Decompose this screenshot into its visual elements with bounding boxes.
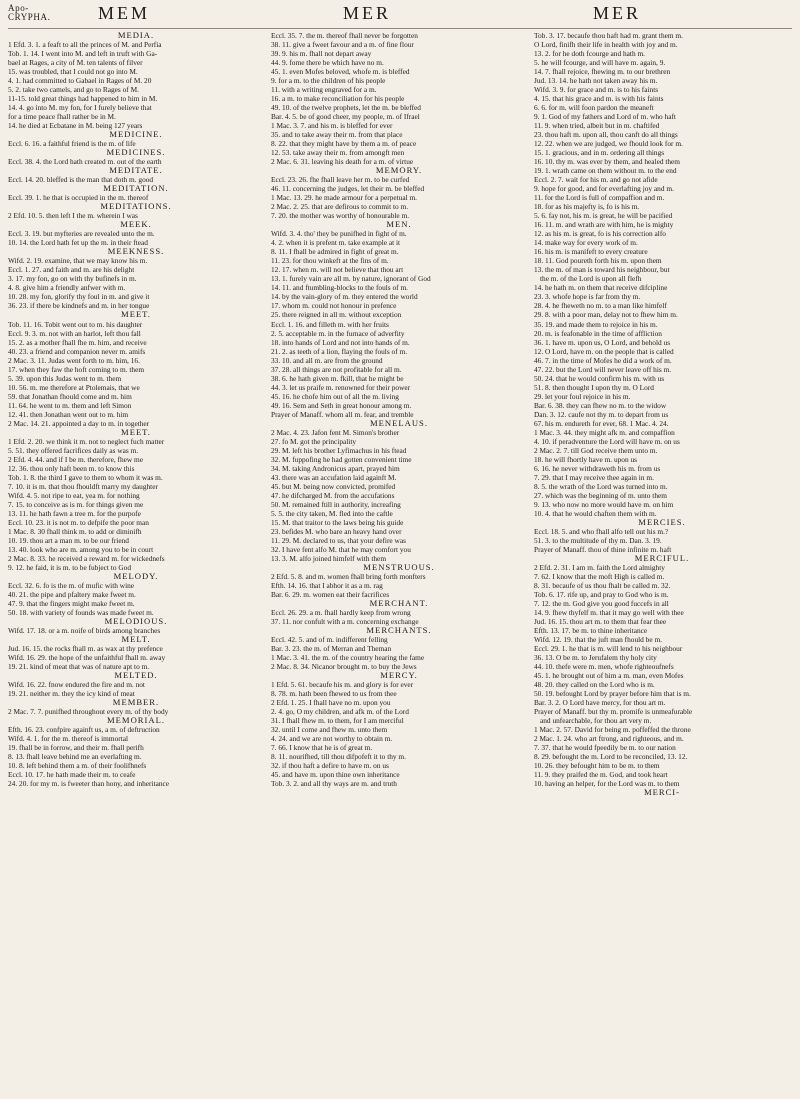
concordance-entry: Eccl. 38. 4. the Lord hath created m. out of the earth xyxy=(8,157,162,167)
concordance-entry: Eccl. 23. 26. fhe fhall leave her m. to be curfed xyxy=(271,175,410,185)
concordance-entry: 10. 14. the Lord hath fet up the m. in their ftead xyxy=(8,238,148,248)
concordance-entry: Jud. 16. 15. thou art m. to them that fear thee xyxy=(534,617,667,627)
concordance-entry: 16. 10. thy m. was ever by them, and healed them xyxy=(534,157,681,167)
concordance-entry: 49. 10. of the twelve prophets, let the m. be bleffed xyxy=(271,103,421,113)
concordance-entry: 2 Mac. 14. 21. appointed a day to m. in together xyxy=(8,418,150,428)
concordance-heading: MEEKNESS. xyxy=(107,247,165,257)
concordance-entry: 12. O Lord, have m. on the people that is called xyxy=(534,346,674,356)
concordance-entry: 50. 19. befought Lord by prayer before him that is m. xyxy=(534,689,691,699)
running-head-corner xyxy=(8,4,50,22)
concordance-entry: 1 Mac. 3. 7. and his m. is bleffed for ever xyxy=(271,121,393,131)
concordance-entry: 10. 19. thou art a man m. to be our friend xyxy=(8,535,129,545)
concordance-entry: 3. 17. my fon, go on with thy bufinefs in m. xyxy=(8,274,137,284)
text-column-3 xyxy=(534,31,790,797)
concordance-entry: 11. 9. when tried, albeit but in m. chaftifed xyxy=(534,121,660,131)
concordance-entry: 19. 1. wrath came on them without m. to the end xyxy=(534,166,677,176)
concordance-entry: 15. M. that traitor to the laws being his guide xyxy=(271,517,404,527)
concordance-entry: 14. 4. go into M. my fon, for I furely believe that xyxy=(8,103,152,113)
concordance-entry: 10. 8. left behind them a m. of their foolifhnefs xyxy=(8,761,147,771)
concordance-entry: 32. I have fent alfo M. that he may comfort you xyxy=(271,544,411,554)
concordance-entry: 4. 15. that his grace and m. is with his faints xyxy=(534,94,664,104)
concordance-entry: 29. 8. with a poor man, delay not to fhew him m. xyxy=(534,310,678,320)
concordance-entry: 11. with a writing engraved for a m. xyxy=(271,85,377,95)
concordance-heading: MELT. xyxy=(121,635,151,645)
concordance-entry: 45. 1. he brought out of him a m. man, even Mofes xyxy=(534,671,684,681)
concordance-entry: 13. the m. of man is toward his neighbour, but xyxy=(534,265,670,275)
concordance-entry: Eccl. 18. 5. and who fhall alfo tell out his m.? xyxy=(534,526,669,536)
concordance-entry: 2. 5. acceptable m. in the furnace of adverfity xyxy=(271,328,405,338)
concordance-entry: 4. 8. give him a friendly anfwer with m. xyxy=(8,283,126,293)
concordance-entry: 32. M. fuppofing he had gotten convenient time xyxy=(271,454,412,464)
concordance-entry: Wifd. 12. 19. that the juft man fhould be m. xyxy=(534,635,662,645)
concordance-entry: 8. 22. that they might have by them a m. of peace xyxy=(271,139,417,149)
concordance-entry: 10. 28. my fon, glorify thy foul in m. and give it xyxy=(8,292,150,302)
concordance-entry: Bar. 3. 2. O Lord have mercy, for thou art m. xyxy=(534,698,666,708)
concordance-entry: 7. 62. I know that the moft High is called m. xyxy=(534,571,665,581)
concordance-entry: Efth. 16. 23. confpire againft us, a m. of deftruction xyxy=(8,725,160,735)
concordance-entry: Bar. 6. 29. m. women eat their facrifices xyxy=(271,589,390,599)
concordance-entry: 33. 10. and all m. are from the ground xyxy=(271,355,383,365)
concordance-entry: 7. 15. to conceive as is m. for things given me xyxy=(8,499,144,509)
concordance-entry: 45. but M. being now convicted, promifed xyxy=(271,481,396,491)
concordance-entry: 17. whom m. could not honour in prefence xyxy=(271,301,397,311)
concordance-heading: MELODY. xyxy=(113,571,159,581)
concordance-entry: Efth. 13. 17. be m. to thine inheritance xyxy=(534,626,648,636)
concordance-entry: 1 Mac. 8. 30 fhall think m. to add or diminifh xyxy=(8,526,142,536)
concordance-entry: Eccl. 6. 16. a faithful friend is the m. of life xyxy=(8,139,136,149)
concordance-entry: Tob. 6. 17. rife up, and pray to God who is m. xyxy=(534,589,669,599)
concordance-entry: 8. 11. nourifhed, till thou difpofeft it to thy m. xyxy=(271,752,406,762)
concordance-entry: 39. 9. his m. fhall not depart away xyxy=(271,49,372,59)
concordance-entry: Bar. 4. 5. be of good cheer, my people, m. of Ifrael xyxy=(271,112,420,122)
concordance-entry: Prayer of Manaff. but thy m. promife is unmeafurable xyxy=(534,707,693,717)
concordance-heading: MEEK. xyxy=(120,220,152,230)
concordance-entry: 7. 37. that he would fpeedily be m. to our nation xyxy=(534,743,676,753)
concordance-entry: Dan. 3. 12. caufe not thy m. to depart from us xyxy=(534,409,669,419)
concordance-entry: 1 Mac. 13. 29. he made armour for a perpetual m. xyxy=(271,193,418,203)
concordance-entry: 14. by the vain-glory of m. they entered the world xyxy=(271,292,418,302)
concordance-entry: 51. 3. to the multitude of thy m. Dan. 3. 19. xyxy=(534,535,662,545)
concordance-entry: 1 Mac. 3. 41. the m. of the country hearing the fame xyxy=(271,653,425,663)
concordance-entry: 4. 2. when it is prefent m. take example at it xyxy=(271,238,401,248)
concordance-entry: Eccl. 35. 7. the m. thereof fhall never be forgotten xyxy=(271,31,418,40)
concordance-entry: 13. 1. furely vain are all m. by nature, ignorant of God xyxy=(271,274,431,284)
concordance-entry: Prayer of Manaff. thou of thine infinite m. haft xyxy=(534,544,672,554)
concordance-entry: 6. 6. for m. will foon pardon the meaneft xyxy=(534,103,654,113)
concordance-entry: 7. 29. that I may receive thee again in m. xyxy=(534,472,654,482)
concordance-heading: MERCI- xyxy=(643,788,681,798)
concordance-entry: 44. 9. fome there be which have no m. xyxy=(271,58,384,68)
concordance-entry: 12. as his m. is great, fo is his correction alfo xyxy=(534,229,666,239)
concordance-entry: 14. he hath m. on them that receive difcipline xyxy=(534,283,668,293)
concordance-entry: 14. 11. and ftumbling-blocks to the fouls of m. xyxy=(271,283,408,293)
concordance-heading: MEDITATION. xyxy=(103,184,169,194)
concordance-entry: Eccl. 9. 3. m. not with an harlot, left thou fall xyxy=(8,328,141,338)
concordance-entry: 2 Mac. 6. 31. leaving his death for a m. of virtue xyxy=(271,157,414,167)
text-column-1 xyxy=(8,31,264,797)
concordance-entry: 4. 1. had committed to Gabael in Rages of M. 20 xyxy=(8,76,152,86)
concordance-entry: 18. he will fhortly have m. upon us xyxy=(534,454,638,464)
concordance-entry: 10. 4. that he would chaften them with m. xyxy=(534,508,657,518)
concordance-entry: 50. M. remained ftill in authority, increafing xyxy=(271,499,401,509)
concordance-entry: 5. 5. the city taken, M. fled into the caftle xyxy=(271,508,393,518)
concordance-entry: Eccl. 42. 5. and of m. indifferent felling xyxy=(271,635,388,645)
concordance-entry: 9. 13. who now no more would have m. on him xyxy=(534,499,674,509)
concordance-entry: Wifd. 2. 19. examine, that we may know his m. xyxy=(8,256,148,266)
concordance-entry: Eccl. 29. 1. he that is m. will lend to his neighbour xyxy=(534,644,683,654)
concordance-entry: 35. 19. and made them to rejoice in his m. xyxy=(534,319,658,329)
concordance-entry: 14. make way for every work of m. xyxy=(534,238,638,248)
concordance-entry: 48. 20. they called on the Lord who is m. xyxy=(534,680,655,690)
concordance-entry: Eccl. 32. 6. fo is the m. of mufic with wine xyxy=(8,580,135,590)
concordance-heading: MEMORIAL. xyxy=(107,716,165,726)
concordance-heading: MERCY. xyxy=(380,671,418,681)
concordance-entry: Wifd. 3. 9. for grace and m. is to his faints xyxy=(534,85,659,95)
concordance-entry: 12. 17. when m. will not believe that thou art xyxy=(271,265,404,275)
concordance-heading: MERCIES. xyxy=(638,517,686,527)
concordance-entry: 36. 23. if there be kindnefs and m. in her tongue xyxy=(8,301,150,311)
concordance-heading: MEDITATE. xyxy=(109,166,163,176)
concordance-entry: 11. for the Lord is full of compaffion and m. xyxy=(534,193,665,203)
concordance-entry: Tob. 3. 2. and all thy ways are m. and truth xyxy=(271,779,397,789)
concordance-entry: 14. 7. fhall rejoice, fhewing m. to our brethren xyxy=(534,67,671,77)
concordance-entry: 8. 5. the wrath of the Lord was turned into m. xyxy=(534,481,668,491)
concordance-entry: Eccl. 3. 19. but myfteries are revealed unto the m. xyxy=(8,229,155,239)
concordance-entry: 7. 10. it is m. that thou fhouldft marry my daughter xyxy=(8,481,158,491)
concordance-entry: Wifd. 17. 18. or a m. noife of birds among branches xyxy=(8,626,161,636)
concordance-entry: 2 Mac. 2. 7. till God receive them unto m. xyxy=(534,445,658,455)
concordance-entry: Eccl. 10. 23. it is not m. to defpife the poor man xyxy=(8,517,149,527)
concordance-entry: 45. and have m. upon thine own inheritance xyxy=(271,770,400,780)
concordance-entry: 17. when they faw the hoft coming to m. them xyxy=(8,364,145,374)
concordance-entry: 24. 20. for my m. is fweeter than hony, and inheritance xyxy=(8,779,170,789)
concordance-entry: 8. 11. I fhall be admired in fight of great m. xyxy=(271,247,399,257)
concordance-entry: 29. let your foul rejoice in his m. xyxy=(534,391,631,401)
concordance-entry: 5. 39. upon this Judas went to m. them xyxy=(8,373,122,383)
concordance-entry: 28. 4. he fheweth no m. to a man like himfelf xyxy=(534,301,667,311)
concordance-entry: 16. 11. m. and wrath are with him, he is mighty xyxy=(534,220,674,230)
concordance-entry: 27. which was the beginning of m. unto them xyxy=(534,490,667,500)
concordance-entry: 23. thou haft m. upon all, thou canft do all things xyxy=(534,130,678,140)
concordance-entry: 11. 64. he went to m. them and left Simon xyxy=(8,400,132,410)
concordance-entry: 2 Mac. 2. 25. that are defirous to commit to m. xyxy=(271,202,409,212)
concordance-entry: 13. 2. for he doth fcourge and hath m. xyxy=(534,49,646,59)
concordance-heading: MELODIOUS. xyxy=(104,617,168,627)
concordance-entry: 18. into hands of Lord and not into hands of m. xyxy=(271,337,410,347)
concordance-entry: Tob. 1. 14. I went into M. and left in truft with Ga- xyxy=(8,49,158,59)
concordance-heading: MENELAUS. xyxy=(370,418,428,428)
concordance-entry: 37. 28. all things are not profitable for all m. xyxy=(271,364,402,374)
concordance-entry: 7. 20. the mother was worthy of honourable m. xyxy=(271,211,410,221)
concordance-entry: 27. fo M. got the principality xyxy=(271,436,357,446)
concordance-entry: 10. 26. they befought him to be m. to them xyxy=(534,761,660,771)
concordance-entry: 20. m. is feafonable in the time of affliction xyxy=(534,328,662,338)
concordance-entry: 38. 6. he hath given m. fkill, that he might be xyxy=(271,373,404,383)
concordance-entry: 34. M. taking Andronicus apart, prayed him xyxy=(271,463,400,473)
concordance-entry: 14. he died at Ecbatane in M. being 127 years xyxy=(8,121,143,131)
concordance-entry: 15. 2. as a mother fhall fhe m. him, and receive xyxy=(8,337,147,347)
concordance-entry: 45. 1. even Mofes beloved, whofe m. is bleffed xyxy=(271,67,410,77)
concordance-entry: 25. there reigned in all m. without exception xyxy=(271,310,402,320)
concordance-entry: 59. that Jonathan fhould come and m. him xyxy=(8,391,132,401)
concordance-entry: 46. 7. in the time of Mofes he did a work of m. xyxy=(534,355,672,365)
concordance-entry: 19. fhall be in forrow, and their m. fhall perifh xyxy=(8,743,144,753)
concordance-heading: MEDICINE. xyxy=(109,130,163,140)
concordance-entry: Bar. 6. 38. they can fhew no m. to the widow xyxy=(534,400,667,410)
text-column-2 xyxy=(271,31,527,797)
concordance-entry: Wifd. 16. 29. the hope of the unfaithful fhall m. away xyxy=(8,653,166,663)
concordance-entry: the m. of the Lord is upon all flefh xyxy=(540,274,642,284)
concordance-entry: 2 Efd. 4. 44. and if I be m. therefore, fhew me xyxy=(8,454,143,464)
concordance-entry: 9. 12. he faid, it is m. to be fubject to God xyxy=(8,562,131,572)
column-3-title: MER xyxy=(593,3,642,23)
concordance-entry: 9. 1. God of my fathers and Lord of m. who haft xyxy=(534,112,676,122)
concordance-entry: 29. M. left his brother Lyfimachus in his ftead xyxy=(271,445,407,455)
concordance-heading: MERCIFUL. xyxy=(634,553,690,563)
concordance-entry: 2 Efd. 5. 8. and m. women fhall bring forth monfters xyxy=(271,571,426,581)
concordance-entry: 47. 22. but the Lord will never leave off his m. xyxy=(534,364,672,374)
concordance-entry: Eccl. 1. 16. and filleth m. with her fruits xyxy=(271,319,389,329)
concordance-entry: 12. 22. when we are judged, we fhould look for m. xyxy=(534,139,683,149)
concordance-entry: 16. a m. to make reconciliation for his people xyxy=(271,94,405,104)
concordance-entry: 44. 10. thefe were m. men, whofe righteoufnefs xyxy=(534,662,674,672)
concordance-entry: 10. having an helper, for the Lord was m. to them xyxy=(534,779,680,789)
concordance-entry: Prayer of Manaff. whom all m. fear, and tremble xyxy=(271,409,414,419)
concordance-entry: 8. 78. m. hath been fhewed to us from thee xyxy=(271,689,397,699)
concordance-entry: 50. 24. that he would confirm his m. with us xyxy=(534,373,665,383)
concordance-entry: 43. there was an accufation laid againft M. xyxy=(271,472,397,482)
concordance-entry: and unfearchable, for thou art very m. xyxy=(540,716,652,726)
concordance-entry: Wifd. 4. 5. not ripe to eat, yea m. for nothing xyxy=(8,490,140,500)
concordance-entry: 2 Efd. 2. 31. I am m. faith the Lord almighty xyxy=(534,562,665,572)
concordance-heading: MERCHANTS. xyxy=(366,626,432,636)
concordance-entry: 67. his m. endureth for ever, 68. 1 Mac. 4. 24. xyxy=(534,418,669,428)
concordance-entry: 35. and to take away their m. from that place xyxy=(271,130,403,140)
concordance-entry: 5. 2. take two camels, and go to Rages of M. xyxy=(8,85,139,95)
concordance-heading: MELTED. xyxy=(114,671,158,681)
concordance-entry: 13. 3. M. alfo joined himfelf with them xyxy=(271,553,387,563)
concordance-entry: 13. 40. look who are m. among you to be in court xyxy=(8,544,154,554)
concordance-entry: 19. 21. neither m. they the icy kind of meat xyxy=(8,689,135,699)
concordance-entry: 38. 11. give a fweet favour and a m. of fine flour xyxy=(271,40,414,50)
concordance-entry: 45. 16. he chofe him out of all the m. living xyxy=(271,391,399,401)
concordance-entry: Efth. 14. 16. that I abhor it as a m. rag xyxy=(271,580,383,590)
concordance-entry: Jud. 13. 14. he hath not taken away his m. xyxy=(534,76,658,86)
concordance-entry: 2 Efd. 10. 5. then left I the m. wherein I was xyxy=(8,211,138,221)
concordance-entry: 2. 4. go, O my children, and afk m. of the Lord xyxy=(271,707,409,717)
concordance-entry: 2 Mac. 8. 34. Nicanor brought m. to buy the Jews xyxy=(271,662,417,672)
concordance-entry: 10. 56. m. me therefore at Ptolemais, that we xyxy=(8,382,140,392)
concordance-entry: Tob. 3. 17. becaufe thou haft had m. grant them m. xyxy=(534,31,683,40)
concordance-entry: 2 Mac. 8. 33. he received a reward m. for wickednefs xyxy=(8,553,165,563)
concordance-entry: O Lord, finifh their life in health with joy and m. xyxy=(534,40,678,50)
concordance-entry: 7. 66. I know that he is of great m. xyxy=(271,743,373,753)
concordance-entry: Jud. 16. 15. the rocks fhall m. as wax at thy prefence xyxy=(8,644,163,654)
concordance-entry: 51. 8. then thought I upon thy m. O Lord xyxy=(534,382,654,392)
concordance-entry: Wifd. 4. 1. for the m. thereof is immortal xyxy=(8,734,129,744)
concordance-entry: Eccl. 39. 1. he that is occupied in the m. thereof xyxy=(8,193,149,203)
concordance-entry: 36. 1. have m. upon us, O Lord, and behold us xyxy=(534,337,671,347)
concordance-entry: 37. 11. nor confult with a m. concerning exchange xyxy=(271,617,419,627)
concordance-entry: Eccl. 14. 20. bleffed is the man that doth m. good xyxy=(8,175,154,185)
text-columns xyxy=(8,31,792,797)
page-header xyxy=(8,2,792,29)
concordance-entry: 12. 41. then Jonathan went out to m. him xyxy=(8,409,129,419)
concordance-entry: for a time peace fhall rather be in M. xyxy=(8,112,116,122)
concordance-entry: Tob. 1. 8. the third I gave to them to whom it was m. xyxy=(8,472,163,482)
concordance-entry: 8. 29. befought the m. Lord to be reconciled, 13. 12. xyxy=(534,752,688,762)
concordance-heading: MEMORY. xyxy=(375,166,423,176)
concordance-entry: 16. his m. is manifeft to every creature xyxy=(534,247,648,257)
concordance-heading: MENSTRUOUS. xyxy=(363,562,435,572)
concordance-entry: bael at Rages, a city of M. ten talents of filver xyxy=(8,58,143,68)
concordance-heading: MEDITATIONS. xyxy=(100,202,172,212)
concordance-entry: 36. 13. O be m. to Jerufalem thy holy city xyxy=(534,653,657,663)
concordance-entry: 50. 18. with variety of founds was made fweet m. xyxy=(8,608,154,617)
concordance-entry: 14. 9. fhew thyfelf m. that it may go well with thee xyxy=(534,608,684,617)
concordance-entry: 40. 23. a friend and companion never m. amifs xyxy=(8,346,146,356)
concordance-entry: Eccl. 2. 7. wait for his m. and go not afide xyxy=(534,175,658,185)
concordance-entry: 9. hope for good, and for everlafting joy and m. xyxy=(534,184,674,194)
concordance-entry: 31. I fhall fhew m. to them, for I am merciful xyxy=(271,716,404,726)
concordance-entry: Eccl. 26. 29. a m. fhall hardly keep from wrong xyxy=(271,608,411,617)
concordance-entry: 5. he will fcourge, and will have m. again, 9. xyxy=(534,58,666,68)
concordance-heading: MEN. xyxy=(386,220,412,230)
concordance-entry: 21. 2. as teeth of a lion, flaying the fouls of m. xyxy=(271,346,408,356)
concordance-heading: MEDIA. xyxy=(117,31,155,40)
concordance-entry: 32. until I come and fhew m. unto them xyxy=(271,725,388,735)
concordance-entry: Wifd. 3. 4. tho' they be punifhed in fight of m. xyxy=(271,229,407,239)
concordance-entry: 1 Mac. 3. 44. they might afk m. and compaffion xyxy=(534,427,675,437)
corner-bottom: CRYPHA. xyxy=(8,12,51,22)
concordance-entry: 6. 16. he never withdraweth his m. from us xyxy=(534,463,661,473)
concordance-entry: Bar. 3. 23. the m. of Merran and Theman xyxy=(271,644,392,654)
concordance-entry: 1 Efd. 5. 61. becaufe his m. and glory is for ever xyxy=(271,680,414,690)
concordance-entry: 15. 1. gracious, and in m. ordering all things xyxy=(534,148,665,158)
concordance-entry: 11. 29. M. declared to us, that your defire was xyxy=(271,535,406,545)
concordance-entry: 11-15. told great things had happened to him in M. xyxy=(8,94,158,104)
concordance-entry: Wifd. 16. 22. fnow endured the fire and m. not xyxy=(8,680,145,690)
concordance-entry: 46. 11. concerning the judges, let their m. be bleffed xyxy=(271,184,425,194)
concordance-entry: 1 Efd. 2. 20. we think it m. not to neglect fuch matter xyxy=(8,436,165,446)
concordance-entry: Tob. 11. 16. Tobit went out to m. his daughter xyxy=(8,319,143,329)
concordance-entry: 11. 9. they praifed the m. God, and took heart xyxy=(534,770,668,780)
concordance-entry: 2 Mac. 3. 11. Judas went forth to m. him, 16. xyxy=(8,355,140,365)
corner-top: Apo- xyxy=(8,3,29,13)
concordance-entry: 32. if thou haft a defire to have m. on us xyxy=(271,761,389,771)
column-2-title: MER xyxy=(343,3,392,23)
concordance-entry: 4. 10. if peradventure the Lord will have m. on us xyxy=(534,436,680,446)
concordance-entry: 2 Mac. 1. 24. who art ftrong, and righteous, and m. xyxy=(534,734,684,744)
concordance-entry: 9. for a m. to the children of his people xyxy=(271,76,386,86)
concordance-entry: 5. 6. fay not, his m. is great, he will be pacified xyxy=(534,211,673,221)
concordance-entry: 8. 31. becaufe of us thou fhalt be called m. 32. xyxy=(534,580,671,590)
concordance-entry: 7. 12. the m. God give you good fuccefs in all xyxy=(534,598,669,608)
concordance-entry: 15. was troubled, that I could not go into M. xyxy=(8,67,138,77)
concordance-heading: MEET. xyxy=(121,310,151,320)
concordance-entry: 18. for as his majefty is, fo is his m. xyxy=(534,202,640,212)
concordance-heading: MEDICINES. xyxy=(106,148,166,158)
concordance-heading: MERCHANT. xyxy=(369,598,429,608)
concordance-entry: 13. 11. he hath fawn a tree m. for the purpofe xyxy=(8,508,141,518)
concordance-entry: Eccl. 10. 17. he hath made their m. to ceafe xyxy=(8,770,136,780)
concordance-entry: 2 Efd. 1. 25. I fhall have no m. upon you xyxy=(271,698,391,708)
concordance-entry: 23. befides M. who bare an heavy hand over xyxy=(271,526,402,536)
concordance-entry: 19. 21. kind of meat that was of nature apt to m. xyxy=(8,662,150,672)
concordance-entry: 47. 9. that the fingers might make fweet m. xyxy=(8,598,135,608)
concordance-entry: 5. 51. they offered facrifices daily as was m. xyxy=(8,445,139,455)
concordance-heading: MEMBER. xyxy=(112,698,160,708)
concordance-entry: 47. he difcharged M. from the accufations xyxy=(271,490,395,500)
concordance-entry: 8. 13. fhall leave behind me an everlafting m. xyxy=(8,752,142,762)
concordance-entry: 11. 23. for thou winkeft at the fins of m. xyxy=(271,256,389,266)
concordance-entry: Eccl. 1. 27. and faith and m. are his delight xyxy=(8,265,135,275)
concordance-entry: 12. 36. thou only haft been m. to know this xyxy=(8,463,135,473)
column-1-title: MEM xyxy=(98,3,151,23)
concordance-entry: 2 Mac. 7. 7. punifhed throughout every m. of thy body xyxy=(8,707,169,717)
concordance-entry: 44. 3. let us praife m. renowned for their power xyxy=(271,382,411,392)
concordance-entry: 4. 24. and we are not worthy to obtain m. xyxy=(271,734,393,744)
concordance-heading: MEET. xyxy=(121,427,151,437)
concordance-entry: 23. 3. whofe hope is far from thy m. xyxy=(534,292,641,302)
concordance-entry: 40. 21. the pipe and pfaltery make fweet m. xyxy=(8,589,136,599)
concordance-entry: 12. 53. take away their m. from amongft men xyxy=(271,148,405,158)
concordance-entry: 49. 16. Sem and Seth in great honour among m. xyxy=(271,400,412,410)
concordance-entry: 1 Mac. 2. 57. David for being m. poffeffed the throne xyxy=(534,725,691,735)
concordance-entry: 1 Efd. 3. 1. a feaft to all the princes of M. and Perfia xyxy=(8,40,162,50)
concordance-entry: 2 Mac. 4. 23. Jafon fent M. Simon's brother xyxy=(271,427,400,437)
concordance-entry: 18. 11. God poureth forth his m. upon them xyxy=(534,256,662,266)
